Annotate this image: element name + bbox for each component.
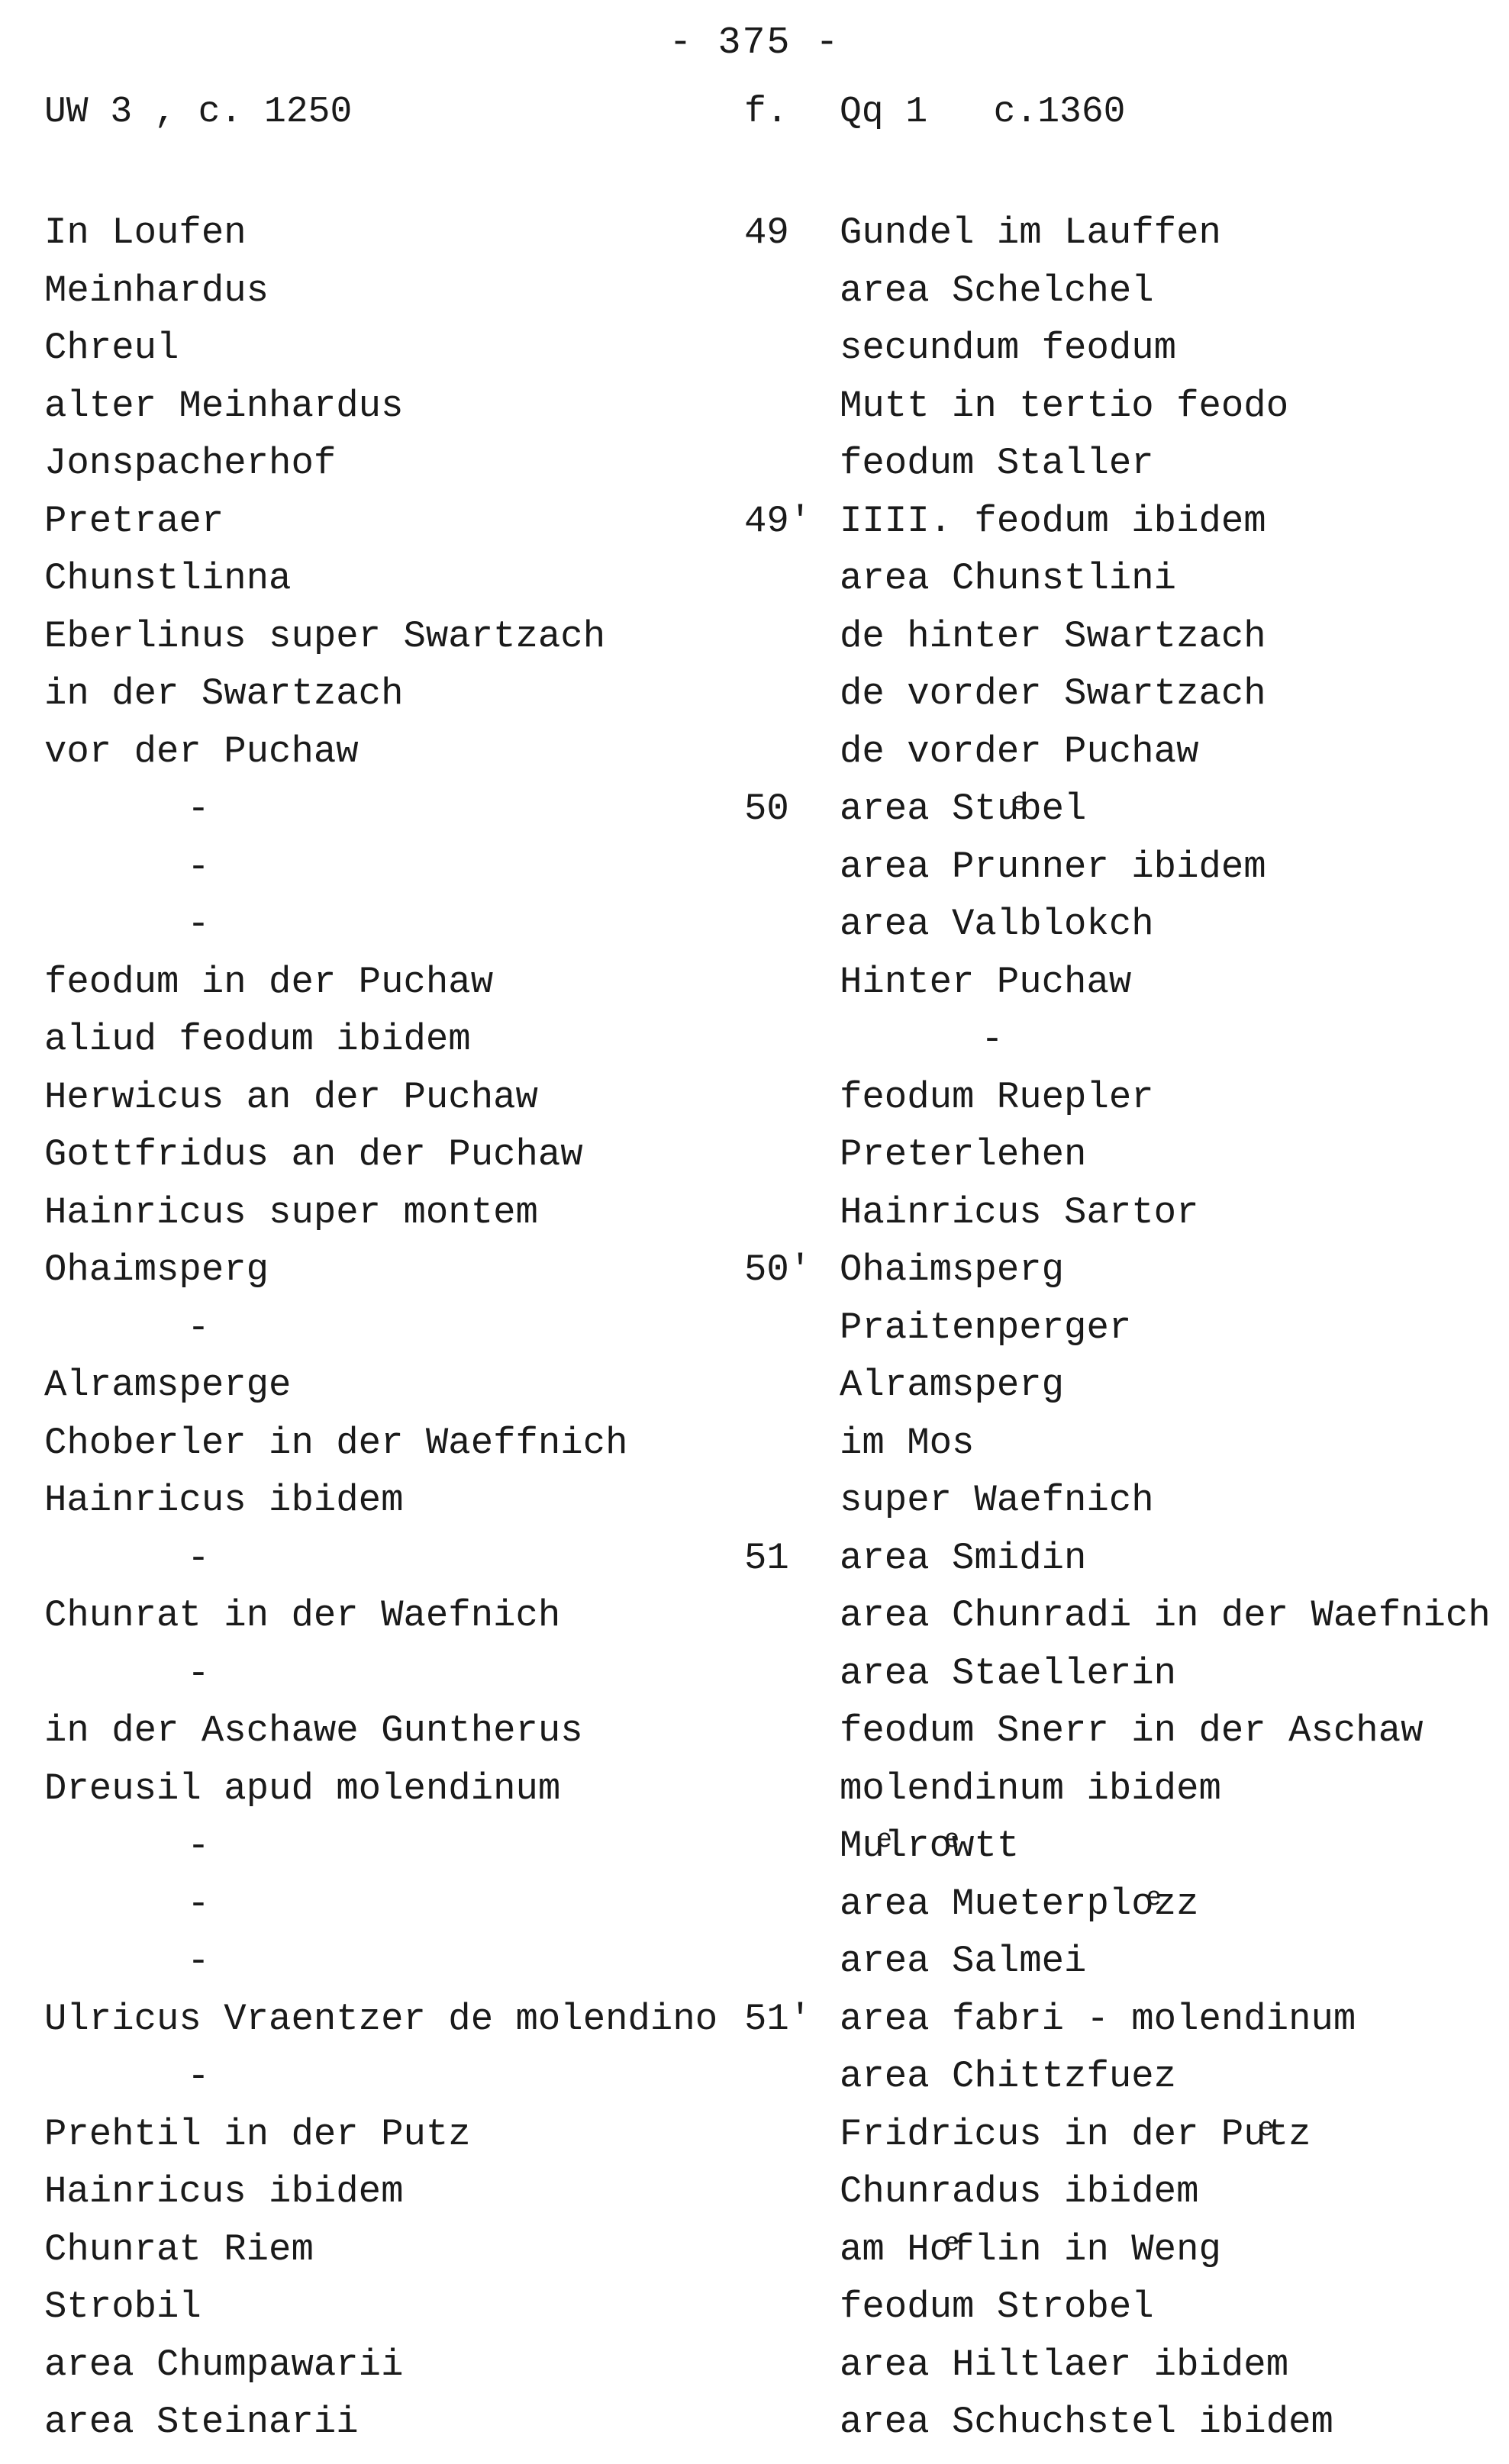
uw-entry: Eberlinus super Swartzach bbox=[44, 614, 606, 658]
qq-entry: area Smidin bbox=[840, 1536, 1087, 1580]
qq-entry: area Salmei bbox=[840, 1940, 1087, 1982]
table-row bbox=[0, 550, 1509, 608]
table-row bbox=[0, 1933, 1509, 1991]
table-row bbox=[0, 1702, 1509, 1760]
header-folio-label: f. bbox=[744, 92, 788, 133]
uw-entry: - bbox=[187, 1536, 210, 1580]
qq-entry: - bbox=[981, 1018, 1004, 1061]
uw-entry: - bbox=[187, 1882, 210, 1925]
qq-entry: area Stuͤbel bbox=[840, 788, 1087, 830]
qq-entry: secundum feodum bbox=[840, 327, 1177, 369]
qq-entry: area Staellerin bbox=[840, 1651, 1177, 1695]
qq-entry: area Chunstlini bbox=[840, 557, 1177, 600]
uw-entry: area Chumpawarii bbox=[44, 2343, 404, 2386]
qq-entry: area Chittzfuez bbox=[840, 2055, 1177, 2098]
qq-entry: IIII. feodum ibidem bbox=[840, 499, 1266, 543]
table-row bbox=[0, 665, 1509, 723]
table-row bbox=[0, 1876, 1509, 1934]
qq-entry: area fabri - molendinum bbox=[840, 1997, 1356, 2040]
table-row bbox=[0, 2279, 1509, 2337]
folio-number: 51′ bbox=[744, 1997, 812, 2040]
qq-entry: feodum Snerr in der Aschaw bbox=[840, 1709, 1424, 1752]
table-row bbox=[0, 1357, 1509, 1415]
table-row bbox=[0, 1184, 1509, 1242]
uw-entry: vor der Puchaw bbox=[44, 730, 359, 773]
table-row bbox=[0, 723, 1509, 781]
uw-entry: - bbox=[187, 2055, 210, 2098]
uw-entry: Jonspacherhof bbox=[44, 442, 337, 485]
uw-entry: area Steinarii bbox=[44, 2401, 359, 2443]
folio-number: 49 bbox=[744, 211, 789, 254]
uw-entry: Chunrat Riem bbox=[44, 2227, 314, 2271]
uw-entry: Prehtil in der Putz bbox=[44, 2112, 471, 2156]
uw-entry: Hainricus ibidem bbox=[44, 2170, 404, 2213]
qq-entry: Hainricus Sartor bbox=[840, 1190, 1199, 1234]
uw-entry: Ulricus Vraentzer de molendino bbox=[44, 1997, 718, 2040]
qq-entry: de vorder Swartzach bbox=[840, 672, 1266, 715]
table-row bbox=[0, 839, 1509, 897]
qq-entry: Preterlehen bbox=[840, 1133, 1087, 1176]
uw-entry: in der Swartzach bbox=[44, 672, 404, 715]
table-row bbox=[0, 320, 1509, 378]
uw-entry: - bbox=[187, 1306, 210, 1349]
qq-entry: de hinter Swartzach bbox=[840, 614, 1266, 658]
qq-entry: am Hoͤflin in Weng bbox=[840, 2227, 1221, 2271]
folio-number: 50 bbox=[744, 788, 789, 830]
uw-entry: Alramsperge bbox=[44, 1364, 292, 1406]
uw-entry: Gottfridus an der Puchaw bbox=[44, 1133, 583, 1176]
uw-entry: Pretraer bbox=[44, 499, 224, 543]
qq-entry: Muͤlroͤwtt bbox=[840, 1825, 1020, 1867]
table-row bbox=[0, 2221, 1509, 2279]
table-row bbox=[0, 2394, 1509, 2452]
uw-entry: Choberler in der Waeffnich bbox=[44, 1421, 628, 1464]
table-row bbox=[0, 2048, 1509, 2106]
qq-entry: Ohaimsperg bbox=[840, 1248, 1065, 1291]
qq-entry: feodum Staller bbox=[840, 442, 1154, 485]
qq-entry: area Chunradi in der Waefnich bbox=[840, 1594, 1491, 1637]
uw-entry: Strobil bbox=[44, 2285, 202, 2328]
qq-entry: area Schelchel bbox=[840, 269, 1154, 312]
qq-entry: feodum Strobel bbox=[840, 2285, 1154, 2328]
uw-entry: Chunrat in der Waefnich bbox=[44, 1594, 561, 1637]
uw-entry: in der Aschawe Guntherus bbox=[44, 1709, 583, 1752]
uw-entry: Ohaimsperg bbox=[44, 1248, 269, 1291]
uw-entry: Hainricus super montem bbox=[44, 1190, 538, 1234]
uw-entry: aliud feodum ibidem bbox=[44, 1018, 471, 1061]
uw-entry: Herwicus an der Puchaw bbox=[44, 1075, 538, 1119]
qq-entry: im Mos bbox=[840, 1421, 975, 1464]
uw-entry: Meinhardus bbox=[44, 269, 269, 312]
folio-number: 49′ bbox=[744, 499, 812, 543]
uw-entry: Chunstlinna bbox=[44, 557, 292, 600]
table-row bbox=[0, 1587, 1509, 1645]
table-row bbox=[0, 2163, 1509, 2221]
table-row bbox=[0, 1818, 1509, 1876]
uw-entry: Dreusil apud molendinum bbox=[44, 1767, 561, 1810]
uw-entry: - bbox=[187, 1825, 210, 1867]
uw-entry: - bbox=[187, 1651, 210, 1695]
table-row bbox=[0, 1645, 1509, 1703]
qq-entry: Fridricus in der Puͤtz bbox=[840, 2112, 1311, 2156]
folio-number: 51 bbox=[744, 1536, 789, 1580]
uw-entry: alter Meinhardus bbox=[44, 384, 404, 427]
table-row bbox=[0, 1011, 1509, 1069]
qq-entry: feodum Ruepler bbox=[840, 1075, 1154, 1119]
uw-entry: - bbox=[187, 788, 210, 830]
qq-entry: molendinum ibidem bbox=[840, 1767, 1221, 1810]
table-row bbox=[0, 1069, 1509, 1127]
header-right-source: Qq 1 c.1360 bbox=[840, 92, 1126, 133]
table-row bbox=[0, 1300, 1509, 1358]
qq-entry: area Prunner ibidem bbox=[840, 845, 1266, 888]
qq-entry: area Hiltlaer ibidem bbox=[840, 2343, 1289, 2386]
header-left-source: UW 3 , c. 1250 bbox=[44, 92, 353, 133]
uw-entry: feodum in der Puchaw bbox=[44, 960, 494, 1003]
table-row bbox=[0, 896, 1509, 954]
qq-entry: super Waefnich bbox=[840, 1479, 1154, 1522]
qq-entry: de vorder Puchaw bbox=[840, 730, 1199, 773]
table-row bbox=[0, 378, 1509, 436]
uw-entry: - bbox=[187, 903, 210, 945]
table-row bbox=[0, 781, 1509, 839]
table-row bbox=[0, 954, 1509, 1012]
table-row bbox=[0, 1415, 1509, 1473]
qq-entry: area Schuchstel ibidem bbox=[840, 2401, 1333, 2443]
qq-entry: Chunradus ibidem bbox=[840, 2170, 1199, 2213]
table-row bbox=[0, 435, 1509, 493]
table-row bbox=[0, 2337, 1509, 2395]
folio-number: 50′ bbox=[744, 1248, 812, 1291]
table-row bbox=[0, 1530, 1509, 1588]
table-row bbox=[0, 608, 1509, 666]
qq-entry: Gundel im Lauffen bbox=[840, 211, 1221, 254]
qq-entry: Praitenperger bbox=[840, 1306, 1132, 1349]
qq-entry: area Valblokch bbox=[840, 903, 1154, 945]
table-row bbox=[0, 1242, 1509, 1300]
table-row bbox=[0, 2106, 1509, 2164]
qq-entry: Hinter Puchaw bbox=[840, 960, 1132, 1003]
uw-entry: In Loufen bbox=[44, 211, 247, 254]
qq-entry: area Mueterploͤzz bbox=[840, 1882, 1199, 1925]
table-row bbox=[0, 1991, 1509, 2049]
uw-entry: Chreul bbox=[44, 327, 179, 369]
table-row bbox=[0, 493, 1509, 551]
table-row bbox=[0, 263, 1509, 320]
page-number: - 375 - bbox=[669, 21, 840, 65]
uw-entry: - bbox=[187, 1940, 210, 1982]
qq-entry: Alramsperg bbox=[840, 1364, 1065, 1406]
table-row bbox=[0, 1760, 1509, 1818]
uw-entry: Hainricus ibidem bbox=[44, 1479, 404, 1522]
uw-entry: - bbox=[187, 845, 210, 888]
table-row bbox=[0, 1126, 1509, 1184]
table-row bbox=[0, 205, 1509, 263]
table-row bbox=[0, 1472, 1509, 1530]
concordance-table bbox=[0, 205, 1509, 2452]
qq-entry: Mutt in tertio feodo bbox=[840, 384, 1289, 427]
